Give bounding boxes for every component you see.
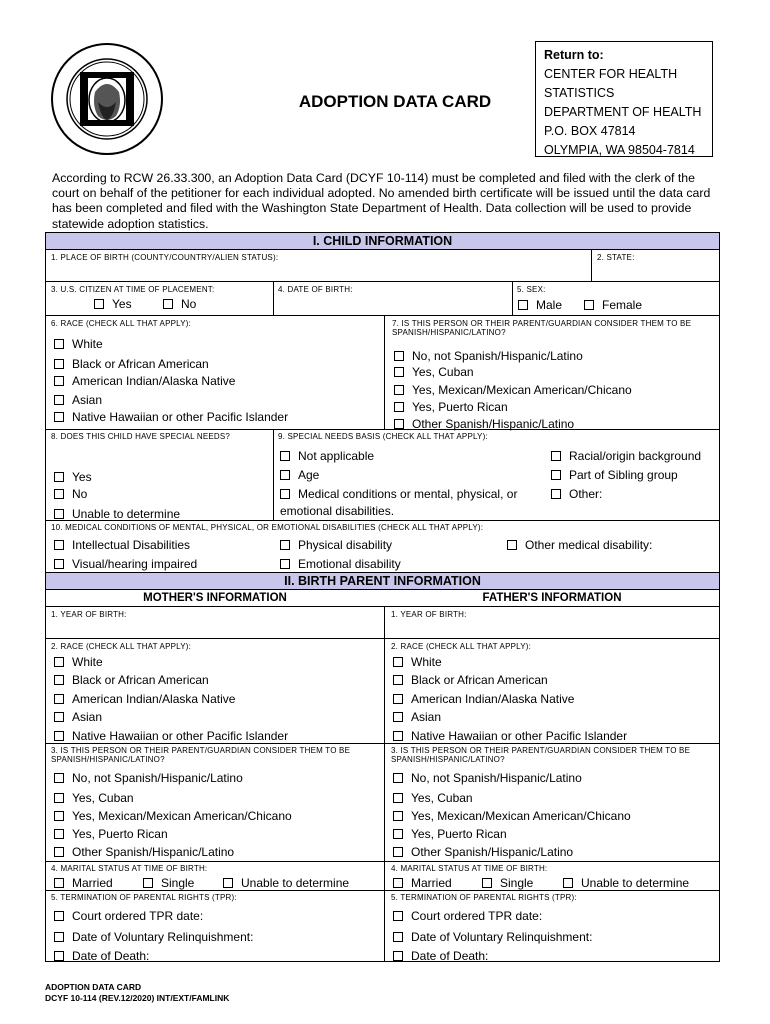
checkbox[interactable]	[54, 951, 64, 961]
mother-hispanic-option[interactable]: Yes, Puerto Rican	[54, 827, 168, 841]
seal-graphic	[50, 42, 164, 156]
hispanic-option[interactable]: No, not Spanish/Hispanic/Latino	[394, 349, 583, 363]
sex-label: 5. SEX:	[517, 285, 546, 294]
sex-male-option[interactable]: Male	[518, 298, 562, 312]
checkbox[interactable]	[584, 300, 594, 310]
father-marital-option[interactable]: Married	[393, 876, 452, 890]
checkbox[interactable]	[280, 470, 290, 480]
father-tpr-option[interactable]: Court ordered TPR date:	[393, 909, 542, 923]
checkbox[interactable]	[280, 489, 290, 499]
checkbox[interactable]	[54, 559, 64, 569]
form-title: ADOPTION DATA CARD	[298, 92, 492, 111]
state-seal	[50, 42, 164, 156]
mother-race-option[interactable]: White	[54, 655, 103, 669]
father-hispanic-option[interactable]: No, not Spanish/Hispanic/Latino	[393, 771, 582, 785]
sex-female-option[interactable]: Female	[584, 298, 642, 312]
dob-label: 4. DATE OF BIRTH:	[278, 285, 353, 294]
checkbox[interactable]	[280, 559, 290, 569]
checkbox[interactable]	[54, 395, 64, 405]
mother-hispanic-label: 3. IS THIS PERSON OR THEIR PARENT/GUARDIAN CONSIDER THEM TO BE SPANISH/HISPANIC/LATINO?	[51, 746, 351, 764]
checkbox[interactable]	[393, 712, 403, 722]
return-line: P.O. BOX 47814	[544, 124, 636, 138]
mother-tpr-option[interactable]: Court ordered TPR date:	[54, 909, 203, 923]
hispanic-label: 7. IS THIS PERSON OR THEIR PARENT/GUARDIAN CONSIDER THEM TO BE SPANISH/HISPANIC/LATINO?	[392, 319, 692, 337]
father-race-label: 2. RACE (CHECK ALL THAT APPLY):	[391, 642, 532, 651]
checkbox[interactable]	[54, 339, 64, 349]
checkbox[interactable]	[394, 419, 404, 429]
state-label: 2. STATE:	[597, 253, 635, 262]
father-year-label: 1. YEAR OF BIRTH:	[391, 610, 467, 619]
footer-title: ADOPTION DATA CARD	[45, 982, 142, 992]
checkbox[interactable]	[54, 489, 64, 499]
mother-marital-label: 4. MARITAL STATUS AT TIME OF BIRTH:	[51, 864, 208, 873]
basis-age-option[interactable]: Age	[280, 468, 319, 482]
checkbox[interactable]	[393, 657, 403, 667]
medical-other-option[interactable]: Other medical disability:	[507, 538, 652, 552]
checkbox[interactable]	[393, 793, 403, 803]
hispanic-option[interactable]: Other Spanish/Hispanic/Latino	[394, 417, 574, 431]
citizen-no-option[interactable]: No	[163, 297, 196, 311]
basis-medical-option[interactable]: Medical conditions or mental, physical, or	[280, 487, 517, 501]
checkbox[interactable]	[394, 351, 404, 361]
checkbox[interactable]	[393, 694, 403, 704]
father-marital-option[interactable]: Single	[482, 876, 533, 890]
parent-section-heading: II. BIRTH PARENT INFORMATION	[46, 572, 719, 590]
checkbox[interactable]	[393, 911, 403, 921]
father-race-option[interactable]: Asian	[393, 710, 441, 724]
checkbox[interactable]	[393, 878, 403, 888]
checkbox[interactable]	[54, 811, 64, 821]
citizen-yes-option[interactable]: Yes	[94, 297, 132, 311]
medical-label: 10. MEDICAL CONDITIONS OF MENTAL, PHYSICAL, OR EMOTIONAL DISABILITIES (CHECK ALL THAT APPLY):	[51, 523, 484, 532]
checkbox[interactable]	[551, 470, 561, 480]
checkbox[interactable]	[54, 359, 64, 369]
return-line: OLYMPIA, WA 98504-7814	[544, 143, 695, 157]
hispanic-option[interactable]: Yes, Mexican/Mexican American/Chicano	[394, 383, 632, 397]
intro-paragraph: According to RCW 26.33.300, an Adoption Data Card (DCYF 10-114) must be completed and filed with the clerk of the court on behalf of the petitioner for each individual adopted. No amended birth certificate will be issued until the data card has been completed and filed with the Washington State Department of Health. Data collection will be used to provide statewide adoption statistics.	[52, 171, 711, 231]
checkbox[interactable]	[54, 932, 64, 942]
medical-emotional-option[interactable]: Emotional disability	[280, 557, 401, 571]
checkbox[interactable]	[393, 847, 403, 857]
checkbox[interactable]	[54, 540, 64, 550]
checkbox[interactable]	[54, 472, 64, 482]
mother-race-option[interactable]: American Indian/Alaska Native	[54, 692, 235, 706]
checkbox[interactable]	[54, 376, 64, 386]
return-to-label: Return to:	[544, 48, 604, 62]
basis-sibling-option[interactable]: Part of Sibling group	[551, 468, 678, 482]
father-tpr-option[interactable]: Date of Death:	[393, 949, 488, 963]
checkbox[interactable]	[54, 773, 64, 783]
mother-tpr-option[interactable]: Date of Voluntary Relinquishment:	[54, 930, 253, 944]
mother-tpr-option[interactable]: Date of Death:	[54, 949, 149, 963]
checkbox[interactable]	[394, 402, 404, 412]
footer-form-number: DCYF 10-114 (REV.12/2020) INT/EXT/FAMLINK	[45, 993, 230, 1003]
special-needs-option[interactable]: Unable to determine	[54, 507, 180, 521]
citizen-label: 3. U.S. CITIZEN AT TIME OF PLACEMENT:	[51, 285, 215, 294]
race-option[interactable]: Native Hawaiian or other Pacific Islander	[54, 410, 288, 424]
father-race-option[interactable]: Native Hawaiian or other Pacific Islander	[393, 729, 627, 743]
checkbox[interactable]	[551, 489, 561, 499]
race-option[interactable]: American Indian/Alaska Native	[54, 374, 235, 388]
father-hispanic-option[interactable]: Other Spanish/Hispanic/Latino	[393, 845, 573, 859]
father-race-option[interactable]: Black or African American	[393, 673, 548, 687]
checkbox[interactable]	[393, 811, 403, 821]
checkbox[interactable]	[393, 773, 403, 783]
father-tpr-label: 5. TERMINATION OF PARENTAL RIGHTS (TPR):	[391, 893, 577, 902]
checkbox[interactable]	[54, 412, 64, 422]
father-hispanic-option[interactable]: Yes, Mexican/Mexican American/Chicano	[393, 809, 631, 823]
mother-year-label: 1. YEAR OF BIRTH:	[51, 610, 127, 619]
basis-other-option[interactable]: Other:	[551, 487, 602, 501]
race-label: 6. RACE (CHECK ALL THAT APPLY):	[51, 319, 192, 328]
mother-hispanic-option[interactable]: Yes, Mexican/Mexican American/Chicano	[54, 809, 292, 823]
checkbox[interactable]	[54, 657, 64, 667]
return-line: DEPARTMENT OF HEALTH	[544, 105, 702, 119]
checkbox[interactable]	[54, 911, 64, 921]
checkbox[interactable]	[54, 731, 64, 741]
mother-tpr-label: 5. TERMINATION OF PARENTAL RIGHTS (TPR):	[51, 893, 237, 902]
father-marital-label: 4. MARITAL STATUS AT TIME OF BIRTH:	[391, 864, 548, 873]
checkbox[interactable]	[54, 878, 64, 888]
race-option[interactable]: Black or African American	[54, 357, 209, 371]
checkbox[interactable]	[393, 951, 403, 961]
checkbox[interactable]	[94, 299, 104, 309]
special-needs-option[interactable]: No	[54, 487, 87, 501]
checkbox[interactable]	[163, 299, 173, 309]
checkbox[interactable]	[393, 731, 403, 741]
checkbox[interactable]	[54, 847, 64, 857]
mother-race-label: 2. RACE (CHECK ALL THAT APPLY):	[51, 642, 192, 651]
father-race-option[interactable]: American Indian/Alaska Native	[393, 692, 574, 706]
place-of-birth-label: 1. PLACE OF BIRTH (COUNTY/COUNTRY/ALIEN STATUS):	[51, 253, 279, 262]
return-address-box	[535, 41, 713, 157]
needs-basis-label: 9. SPECIAL NEEDS BASIS (CHECK ALL THAT APPLY):	[278, 432, 488, 441]
checkbox[interactable]	[551, 451, 561, 461]
medical-visual-option[interactable]: Visual/hearing impaired	[54, 557, 197, 571]
mother-hispanic-option[interactable]: No, not Spanish/Hispanic/Latino	[54, 771, 243, 785]
checkbox[interactable]	[280, 451, 290, 461]
checkbox[interactable]	[223, 878, 233, 888]
checkbox[interactable]	[482, 878, 492, 888]
return-line: STATISTICS	[544, 86, 615, 100]
checkbox[interactable]	[54, 793, 64, 803]
special-needs-label: 8. DOES THIS CHILD HAVE SPECIAL NEEDS?	[51, 432, 231, 441]
checkbox[interactable]	[143, 878, 153, 888]
checkbox[interactable]	[393, 829, 403, 839]
father-tpr-option[interactable]: Date of Voluntary Relinquishment:	[393, 930, 592, 944]
mother-marital-option[interactable]: Unable to determine	[223, 876, 349, 890]
father-heading: FATHER'S INFORMATION	[482, 592, 622, 604]
mother-heading: MOTHER'S INFORMATION	[143, 592, 287, 604]
checkbox[interactable]	[507, 540, 517, 550]
checkbox[interactable]	[54, 694, 64, 704]
return-line: CENTER FOR HEALTH	[544, 67, 678, 81]
father-hispanic-label: 3. IS THIS PERSON OR THEIR PARENT/GUARDIAN CONSIDER THEM TO BE SPANISH/HISPANIC/LATINO?	[391, 746, 691, 764]
mother-race-option[interactable]: Native Hawaiian or other Pacific Islander	[54, 729, 288, 743]
father-race-option[interactable]: White	[393, 655, 442, 669]
father-hispanic-option[interactable]: Yes, Puerto Rican	[393, 827, 507, 841]
hispanic-option[interactable]: Yes, Puerto Rican	[394, 400, 508, 414]
checkbox[interactable]	[394, 385, 404, 395]
hispanic-option[interactable]: Yes, Cuban	[394, 365, 474, 379]
checkbox[interactable]	[393, 932, 403, 942]
mother-race-option[interactable]: Asian	[54, 710, 102, 724]
father-marital-option[interactable]: Unable to determine	[563, 876, 689, 890]
checkbox[interactable]	[54, 712, 64, 722]
medical-intellectual-option[interactable]: Intellectual Disabilities	[54, 538, 190, 552]
child-section-heading: I. CHILD INFORMATION	[46, 233, 719, 250]
medical-physical-option[interactable]: Physical disability	[280, 538, 392, 552]
checkbox[interactable]	[54, 829, 64, 839]
adoption-form	[45, 232, 720, 962]
mother-race-option[interactable]: Black or African American	[54, 673, 209, 687]
basis-not-applicable-option[interactable]: Not applicable	[280, 449, 374, 463]
mother-hispanic-option[interactable]: Other Spanish/Hispanic/Latino	[54, 845, 234, 859]
mother-marital-option[interactable]: Single	[143, 876, 194, 890]
checkbox[interactable]	[518, 300, 528, 310]
checkbox[interactable]	[280, 540, 290, 550]
special-needs-option[interactable]: Yes	[54, 470, 92, 484]
race-option[interactable]: White	[54, 337, 103, 351]
basis-racial-option[interactable]: Racial/origin background	[551, 449, 701, 463]
form-footer	[45, 982, 229, 1004]
mother-hispanic-option[interactable]: Yes, Cuban	[54, 791, 134, 805]
race-option[interactable]: Asian	[54, 393, 102, 407]
checkbox[interactable]	[393, 675, 403, 685]
father-hispanic-option[interactable]: Yes, Cuban	[393, 791, 473, 805]
basis-medical-continued: emotional disabilities.	[280, 504, 395, 518]
checkbox[interactable]	[54, 509, 64, 519]
checkbox[interactable]	[563, 878, 573, 888]
checkbox[interactable]	[54, 675, 64, 685]
checkbox[interactable]	[394, 367, 404, 377]
mother-marital-option[interactable]: Married	[54, 876, 113, 890]
